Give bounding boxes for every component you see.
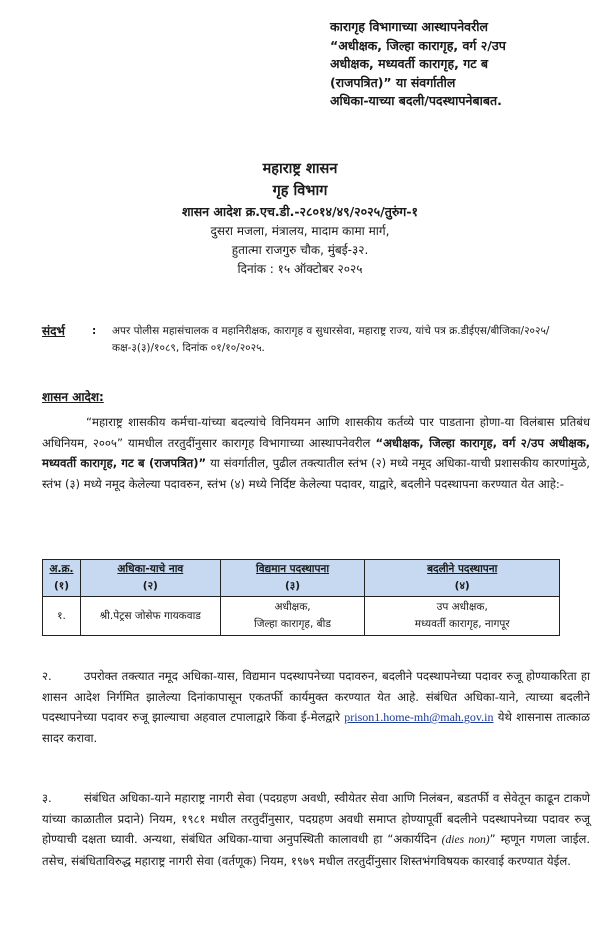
- paragraph-text: उपरोक्त तक्त्यात नमूद अधिका-यास, विद्यमान पदस्थापनेच्या पदावरुन, बदलीने पदस्थापनेच्या पदावर रुजू होण्याकरिता हा शासन आदेश निर्गमित झालेल्या दिनांकापासून एकतर्फी कार्यमुक्त करण्यात येत आहे. संबंधित अधिका-याने, त्याच्या बदलीने पदस्थापनेच्या पदावर रुजू झाल्याचा अहवाल टपालाद्वारे किंवा ई-मेलद्वारे: [42, 669, 590, 724]
- document-header: [0, 158, 600, 279]
- subject-line: (राजपत्रित)” या संवर्गातील: [330, 74, 456, 90]
- latin-term: (dies non): [441, 833, 490, 846]
- subject-line: “अधीक्षक, जिल्हा कारागृह, वर्ग २/उप: [330, 37, 506, 53]
- government-name: महाराष्ट्र शासन: [262, 161, 338, 177]
- order-paragraph-3: [42, 788, 590, 871]
- paragraph-text: “महाराष्ट्र शासकीय कर्मचा-यांच्या बदल्यांचे विनियमन आणि शासकीय कर्तव्ये पार पाडताना होणा-या विलंबास प्रतिबंध अधिनियम, २००५” यामधील तरतुदींनुसार कारागृह विभागाच्या आस्थापनेवरील: [42, 415, 590, 450]
- subject-block: [330, 18, 578, 111]
- reference-label: संदर्भ: [42, 324, 65, 338]
- paragraph-text: ” म्हणून गणला जाईल. तसेच, संबंधिताविरुद्ध महाराष्ट्र नागरी सेवा (वर्तणूक) नियम, १९७९ मधील तरतुदींनुसार शिस्तभंगविषयक कारवाई करण्यात येईल.: [42, 832, 591, 868]
- serial-cell: १.: [43, 597, 81, 636]
- reference-text: अपर पोलीस महासंचालक व महानिरीक्षक, कारागृह व सुधारसेवा, महाराष्ट्र राज्य, यांचे पत्र क्र.डीईएस/बीजिका/२०२५/कक्ष-३(३)/१०८९, दिनांक ०१/१०/२०२५.: [112, 325, 550, 354]
- subject-line: अधिका-याच्या बदली/पदस्थापनेबाबत.: [330, 93, 502, 109]
- column-header: अ.क्र. (१): [43, 560, 81, 597]
- posting-table: [42, 559, 560, 636]
- table-row: [43, 597, 560, 636]
- reference-section: [42, 323, 590, 357]
- column-header: बदलीने पदस्थापना (४): [365, 560, 560, 597]
- order-title: शासन आदेश:: [42, 390, 104, 404]
- order-paragraph-2: [42, 666, 590, 748]
- officer-name-cell: श्री.पेट्रस जोसेफ गायकवाड: [80, 597, 220, 636]
- paragraph-text: संबंधित अधिका-याने महाराष्ट्र नागरी सेवा (पदग्रहण अवधी, स्वीयेतर सेवा आणि निलंबन, बडतर्फी व सेवेतून काढून टाकणे यांच्या काळातील प्रदाने) नियम, १९८१ मधील तरतुदींनुसार, पदग्रहण अवधी समाप्त होण्यापूर्वी बदलीने पदस्थापनेच्या पदावर रुजू होण्याची दक्षता घ्यावी. अन्यथा, संबंधित अधिका-याचा अनुपस्थिती कालावधी हा “अकार्यदिन: [42, 791, 590, 846]
- paragraph-number: २.: [42, 669, 52, 683]
- email-link[interactable]: prison1.home-mh@mah.gov.in: [344, 710, 494, 724]
- column-header: विद्यमान पदस्थापना (३): [220, 560, 365, 597]
- order-date: दिनांक : १५ ऑक्टोबर २०२५: [237, 262, 363, 276]
- address-line: दुसरा मजला, मंत्रालय, मादाम कामा मार्ग,: [210, 224, 390, 238]
- paragraph-text: या संवर्गातील, पुढील तक्त्यातील स्तंभ (२) मध्ये नमूद अधिका-याची प्रशासकीय कारणांमुळे, स्तंभ (३) मध्ये नमूद केलेल्या पदावरुन, स्तंभ (४) मध्ये निर्दिष्ट केलेल्या पदावर, याद्वारे, बदलीने पदस्थापना करण्यात येत आहे:-: [42, 456, 590, 491]
- department-name: गृह विभाग: [272, 183, 328, 199]
- paragraph-number: ३.: [42, 791, 52, 805]
- order-paragraph-1: [42, 412, 590, 494]
- cadre-name: “अधीक्षक, जिल्हा कारागृह, वर्ग २/उप अधीक्षक, मध्यवर्ती कारागृह, गट ब (राजपत्रित)”: [42, 435, 590, 470]
- subject-line: कारागृह विभागाच्या आस्थापनेवरील: [330, 19, 488, 34]
- current-posting-cell: अधीक्षक, जिल्हा कारागृह, बीड: [220, 597, 365, 636]
- paragraph-text: येथे शासनास तात्काळ सादर करावा.: [42, 710, 590, 745]
- subject-line: अधीक्षक, मध्यवर्ती कारागृह, गट ब: [330, 56, 489, 72]
- column-header: अधिका-याचे नाव (२): [80, 560, 220, 597]
- new-posting-cell: उप अधीक्षक, मध्यवर्ती कारागृह, नागपूर: [365, 597, 560, 636]
- order-number: शासन आदेश क्र.एच.डी.-२८०१४/४९/२०२५/तुरुंग-१: [181, 204, 419, 219]
- reference-colon: :: [92, 325, 97, 337]
- address-line: हुतात्मा राजगुरु चौक, मुंबई-३२.: [231, 243, 369, 257]
- table-header-row: [43, 560, 560, 597]
